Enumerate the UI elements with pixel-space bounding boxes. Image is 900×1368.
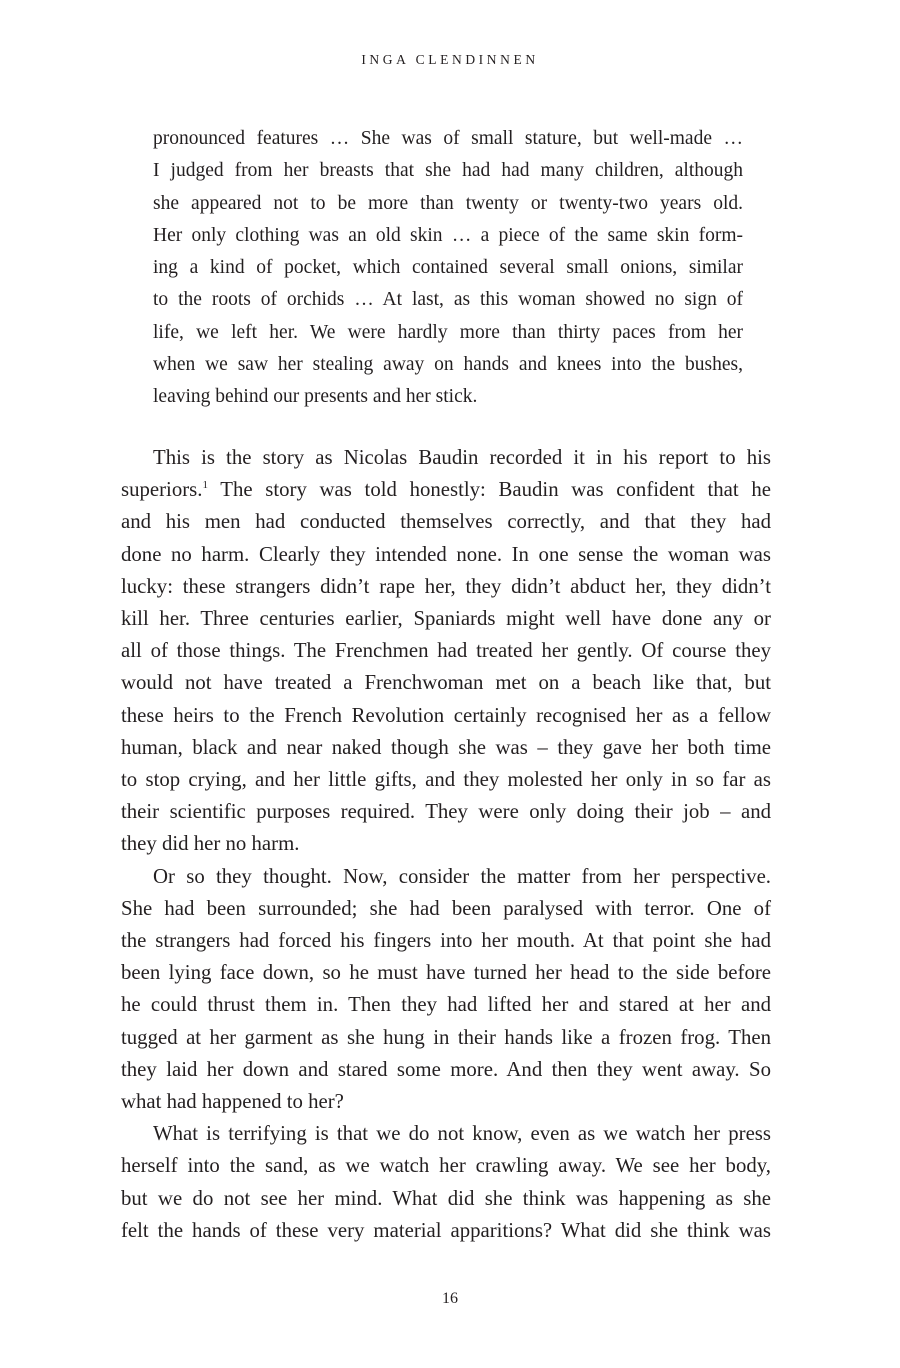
body-line: to stop crying, and her little gifts, and they molested her only in so far as [121, 768, 771, 792]
body-line: done no harm. Clearly they intended none. In one sense the woman was [121, 542, 771, 566]
body-line: human, black and near naked though she was – they gave her both time [121, 735, 771, 759]
quote-line: pronounced features … She was of small stature, but well-made … [153, 128, 743, 149]
quote-line: I judged from her breasts that she had had many children, although [153, 160, 743, 182]
paragraph-3 [121, 1118, 771, 1247]
body-line [121, 474, 771, 506]
paragraph-1 [121, 442, 771, 861]
body-line: Or so they thought. Now, consider the matter from her perspective. [153, 864, 771, 888]
body-text [121, 442, 771, 1247]
body-line: What is terrifying is that we do not know, even as we watch her press [153, 1122, 771, 1146]
body-line: lucky: these strangers didn’t rape her, they didn’t abduct her, they didn’t [121, 574, 771, 598]
body-line: they did her no harm. [121, 832, 300, 856]
body-line-segment: The story was told honestly: Baudin was confident that he [207, 478, 771, 502]
quote-line: to the roots of orchids … At last, as this woman showed no sign of [153, 289, 743, 311]
body-line: This is the story as Nicolas Baudin recorded it in his report to his [153, 446, 771, 469]
running-head: INGA CLENDINNEN [361, 52, 539, 67]
quote-line: ing a kind of pocket, which contained several small onions, similar [153, 257, 743, 279]
body-line: tugged at her garment as she hung in their hands like a frozen frog. Then [121, 1025, 771, 1049]
footnote-reference[interactable]: 1 [202, 479, 208, 492]
body-line: would not have treated a Frenchwoman met on a beach like that, but [121, 671, 771, 695]
body-line: all of those things. The Frenchmen had treated her gently. Of course they [121, 639, 771, 663]
body-line: but we do not see her mind. What did she think was happening as she [121, 1186, 771, 1210]
quote-line: leaving behind our presents and her stick. [153, 386, 478, 408]
body-line: kill her. Three centuries earlier, Spaniards might well have done any or [121, 607, 771, 631]
body-line: he could thrust them in. Then they had lifted her and stared at her and [121, 993, 771, 1017]
body-line: been lying face down, so he must have turned her head to the side before [121, 961, 771, 985]
quote-line: Her only clothing was an old skin … a piece of the same skin form- [153, 224, 743, 246]
body-line: their scientific purposes required. They were only doing their job – and [121, 800, 771, 824]
page-number: 16 [442, 1290, 458, 1307]
paragraph-2 [121, 861, 771, 1119]
body-line: felt the hands of these very material apparitions? What did she think was [121, 1218, 771, 1242]
body-line: what had happened to her? [121, 1090, 344, 1114]
body-line: herself into the sand, as we watch her crawling away. We see her body, [121, 1154, 771, 1178]
block-quote [153, 123, 743, 414]
body-line: the strangers had forced his fingers into her mouth. At that point she had [121, 929, 771, 953]
body-line: She had been surrounded; she had been paralysed with terror. One of [121, 896, 771, 920]
quote-line: she appeared not to be more than twenty or twenty-two years old. [153, 192, 743, 214]
quote-line: when we saw her stealing away on hands and knees into the bushes, [153, 354, 743, 376]
body-line: these heirs to the French Revolution certainly recognised her as a fellow [121, 703, 771, 727]
body-line-segment: superiors. [121, 478, 203, 502]
quote-line: life, we left her. We were hardly more than thirty paces from her [153, 321, 743, 343]
body-line: and his men had conducted themselves correctly, and that they had [121, 510, 771, 534]
body-line: they laid her down and stared some more. And then they went away. So [121, 1057, 771, 1081]
